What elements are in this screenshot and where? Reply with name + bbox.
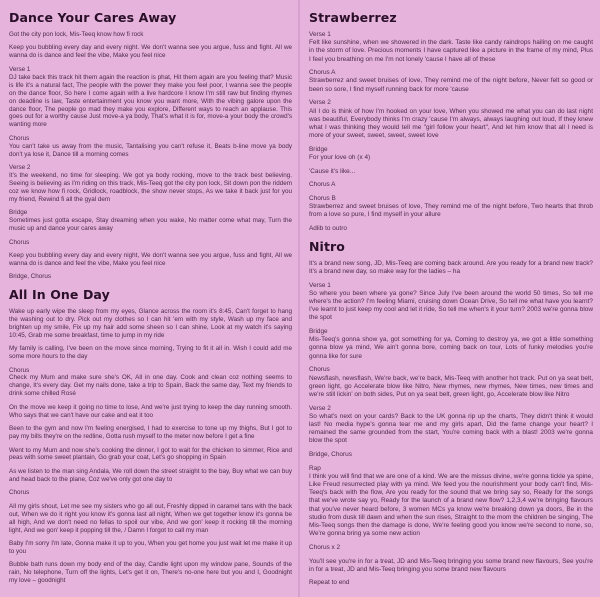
lyric-text: Got the city pon lock, Mis-Teeq know how fi rock <box>9 31 144 38</box>
song-lyrics <box>9 308 292 585</box>
lyric-block <box>309 328 593 361</box>
song-title: Strawberrez <box>309 10 397 25</box>
lyric-text: Repeat to end <box>309 579 350 587</box>
lyric-block <box>309 451 593 459</box>
lyric-text: All I do is think of how I'm hooked on your love, When you showed me what you can do last night was beautiful, Everybody thinks I'm crazy 'cause I'm always, always laughing out loud, If they knew what I was thinking they would tell me "girl follow your heart", And let him know that all I need is more of your sweet, sweet, sweet, sweet love <box>309 107 593 140</box>
lyric-block <box>309 558 593 574</box>
lyric-text: You'll see you're in for a treat, JD and Mis-Teeq bringing you some brand new flavours, See you're in for a treat, JD and Mis-Teeq bringing you some brand new flavours <box>309 557 593 573</box>
lyric-block <box>9 503 292 535</box>
song-title: Dance Your Cares Away <box>9 10 177 25</box>
section-label: Chorus x 2 <box>309 543 341 551</box>
song-lyrics <box>309 31 593 233</box>
lyric-block <box>9 164 292 204</box>
song-strawberrez <box>309 10 593 233</box>
lyric-text: Bridge, Chorus <box>9 273 51 281</box>
section-label: Verse 1 <box>309 281 331 289</box>
section-label: Verse 2 <box>309 99 331 107</box>
lyric-block <box>9 540 292 556</box>
lyric-block <box>309 579 593 587</box>
lyric-text: As we listen to the man sing Andala, We roll down the street straight to the bay, Buy what we can buy and head back to the plane, Coz we've only got one day to <box>9 467 292 483</box>
section-label: Bridge <box>309 328 328 336</box>
lyric-block <box>309 225 593 233</box>
lyric-block <box>9 273 292 281</box>
lyric-text: Went to my Mum and now she's cooking the dinner, I got to wait for the chicken to simmer, Rice and peas with some sweet plantain, Go grab your coat, Let's go shopping in Spain <box>9 446 292 462</box>
right-column <box>309 6 593 593</box>
lyric-block <box>9 425 292 441</box>
lyric-block <box>309 260 593 276</box>
lyric-block <box>9 31 292 39</box>
lyric-block <box>309 282 593 323</box>
lyric-text: I think you will find that we are one of a kind. We are the missus divine, we're gonna tickle ya spine, Like Freud resurrected play with ya mind. We feed you the nourishment your body can't find, Mis-Teeq's back with the flow, Are you ready for the sound that we bring say so, Ready for the songs that we've wrote say yo, Ready for the launch of a brand new flow? 1,2,3,4 we're bringing flavours that you've never heard before, 3 women MCs ya know we're breaking down ya doors, Be in the studio from dusk till dawn and when the sun rises, Straight to the mom the children be singing, The Mis-Teeq songs then the damage is done, We're feeling good you know we're second to none, so, We're gonna bring ya some new action <box>309 472 593 538</box>
section-label: Bridge <box>9 209 28 217</box>
song-title: Nitro <box>309 238 345 254</box>
lyric-block <box>9 367 292 399</box>
lyric-block <box>309 465 593 539</box>
song-lyrics <box>309 260 593 588</box>
section-label: Verse 2 <box>309 404 331 412</box>
section-label: Chorus <box>9 366 30 374</box>
song-title: All In One Day <box>9 286 110 302</box>
song-all-in-one-day <box>9 287 292 585</box>
lyric-text: DJ take back this track hit them again the reaction is phat, Hit them again are you feeling that? Music is life it's a natural fact, The people with the power they make you feel poor, I wanna see the people on the dance floor, So here I come again with a live hardcore I know I'm still raw but finding rhymes on deadline is law, Taste entertainment you know you want more, With the vibing galore upon the dance floor, The people go mad they make you explore, Different ways to reach an applause. This goes out for a worthy cause Just move-a ya body, That's what it is for, move-a your body the crowd's wanting more <box>9 73 292 129</box>
song-nitro <box>309 239 593 588</box>
lyric-text: Keep you bubbling every day and every night. We don't wanna see you argue, fuss and fight. All we wanna do is dance and feel the vibe, Make you feel nice <box>9 44 292 60</box>
lyric-block <box>9 44 292 60</box>
lyric-block <box>9 468 292 484</box>
section-label: Chorus <box>9 489 30 497</box>
lyric-text: Bubble bath runs down my body end of the day, Candle light upon my window pane, Sounds of the rain, No telephone, Turn off the lights, Let's get it on, There's no-one here but you and I, Goodnight my love – goodnight <box>9 561 292 585</box>
section-label: Chorus <box>9 238 30 246</box>
lyric-block <box>309 405 593 446</box>
lyric-block <box>309 146 593 162</box>
left-column <box>9 6 292 591</box>
lyric-block <box>309 168 593 176</box>
section-label: Chorus A <box>309 181 336 189</box>
lyric-text: Baby I'm sorry I'm late, Gonna make it up to you, When you get home you just wait let me make it up to you <box>9 539 292 555</box>
lyric-block <box>9 239 292 247</box>
lyric-block <box>309 69 593 94</box>
section-label: Verse 1 <box>9 65 31 73</box>
lyric-block <box>9 135 292 159</box>
lyric-text: Felt like sunshine, when we showered in the dark. Taste like candy raindrops hailing on me caught in the storm of love. Precious moments I have captured like a picture in the frame of my mind, Plus I feel you breathing on me I'm not lonely 'cause I have all of these <box>309 39 593 63</box>
section-label: Chorus A <box>309 69 336 77</box>
lyric-text: Strawberrez and sweet bruises of love, They remind me of the night before, Two hearts that throb from a love so pure, I find myself in your allure <box>309 203 593 219</box>
lyric-text: Been to the gym and now I'm feeling energised, I had to exercise to tone up my thighs, But I got to pay my bills they're on the redline, Gotta rush myself to the meter now before I get a fine <box>9 425 292 441</box>
section-label: Bridge <box>309 145 328 153</box>
lyric-text: Strawberrez and sweet bruises of love, They remind me of the night before, Never felt so good or been so sore, I find myself running back for more 'cause <box>309 77 593 93</box>
section-label: Chorus <box>309 366 330 374</box>
lyric-text: 'Cause it's like... <box>309 167 356 175</box>
lyric-text: Wake up early wipe the sleep from my eyes, Glance across the room it's 8:45, Can't forget to hang the washing out to dry. Pick out my clothes so I can hit 'em with my style, Wash up my face and brighten up my smile, Fix up my hair add some sheen so I can shine, Look at my watch it's saying 10:45, Grab me some breakfast, time to jump in my ride <box>9 307 292 339</box>
lyric-text: Check my Mum and make sure she's OK, All in one day. Cook and clean coz nothing seems to change, It's every day. Get my nails done, take a trip to Spain, Back the same day, Text my friends to drink some chilled Rosé <box>9 374 292 398</box>
lyric-text: My family is calling, I've been on the move since morning, Trying to fit it all in. Wish I could add me some more hours to the day <box>9 345 292 361</box>
lyric-block <box>9 66 292 130</box>
lyric-text: Sometimes just gotta escape, Stay dreaming when you wake, No matter come what may, Turn the music up and dance your cares away <box>9 217 292 233</box>
section-label: Verse 2 <box>9 164 31 172</box>
lyric-block <box>309 544 593 552</box>
lyric-block <box>9 447 292 463</box>
lyric-text: Keep you bubbling every day and every night, We don't wanna see you argue, fuss and fight, All we wanna do is dance and feel the vibe, Make you feel nice <box>9 252 292 267</box>
lyric-text: So where you been where ya gone? Since July I've been around the world 50 times, So tell me where's the action? I'm feeling Miami, cruising down Ocean Drive, So tell me what have you learnt? I've learnt to just keep my cool and let it ride, So tell me when's it your turn? 2003 we're gonna blow the spot <box>309 289 593 322</box>
section-label: Rap <box>309 464 321 472</box>
lyric-block <box>309 195 593 220</box>
lyric-text: All my girls shout, Let me see my sisters who go all out, Freshly dipped in caramel tans with the back out, When we do it right you know it's gonna last all night, When we get together know it's gonna be all high, And we don't need no fellas to spoil our vibe, And we gon' keep it rocking till the morning light, And we gon' keep it popping till the, / Damn I forgot to call my man <box>9 502 292 534</box>
lyric-block <box>309 31 593 64</box>
lyric-text: So what's next on your cards? Back to the UK gonna rip up the charts, They didn't think it would last! No media hype's gonna tear me and my girls apart, Did the fame change your heart? I remained the same grounded from the start, You're coming back with a blast! 2003 we're gonna blow the spot <box>309 412 593 445</box>
section-label: Verse 1 <box>309 31 331 38</box>
lyric-text: It's a brand new song, JD, Mis-Teeq are coming back around. Are you ready for a brand new track? It's a brand new day, so make way for the ladies – ha <box>309 259 593 275</box>
section-label: Chorus <box>9 134 30 142</box>
lyric-block <box>309 366 593 399</box>
lyric-text: You can't take us away from the music, Tantalising you can't refuse it, Beats b-line move ya body don't ya lose it, Dance till a morning comes <box>9 142 292 158</box>
lyric-block <box>309 181 593 189</box>
lyric-block <box>9 209 292 233</box>
lyric-text: Newsflash, newsflash, We're back, we're back, Mis-Teeq with another hot track. Put on ya seat belt, green light, go Accelerate blow like Nitro, New rhymes, new rhymes, New times, new times and we're still lickin' on both sides, Put on ya seat belt, green light, go, Accelerate blow like Nitro <box>309 374 593 398</box>
lyric-block <box>9 489 292 497</box>
lyric-block <box>309 99 593 140</box>
lyric-text: Adlib to outro <box>309 225 347 233</box>
lyric-block <box>9 308 292 340</box>
column-divider <box>298 0 300 597</box>
lyric-block <box>9 345 292 361</box>
lyric-text: Mis-Teeq's gonna show ya, got something for ya, Coming to destroy ya, we got a little something gonna blow ya mind, We ain't gonna bore, coming back on tour, Lots of funky melodies you're gonna like for sure <box>309 336 593 360</box>
lyric-text: It's the weekend, no time for sleeping. We got ya body rocking, move to the track best believing. Seeing is believing as I'm riding on this track, Mis-Teeq got the city pon lock, Sit down pon the riddem coz we know how fi rock, Gridlock, roadblock, the show never stops, As we take it back just for you my friend, Rewind fi all the gyal dem <box>9 172 292 203</box>
lyric-text: For your love oh (x 4) <box>309 153 371 161</box>
lyric-text: Bridge, Chorus <box>309 451 352 458</box>
lyric-text: On the move we keep it going no time to lose, And we're just trying to keep the day running smooth. Who says that we can't have our cake and eat it too <box>9 403 292 419</box>
lyric-block <box>9 561 292 585</box>
song-dance-your-cares-away <box>9 10 292 281</box>
section-label: Chorus B <box>309 195 336 202</box>
lyric-block <box>9 252 292 268</box>
song-lyrics <box>9 31 292 281</box>
lyric-block <box>9 404 292 420</box>
